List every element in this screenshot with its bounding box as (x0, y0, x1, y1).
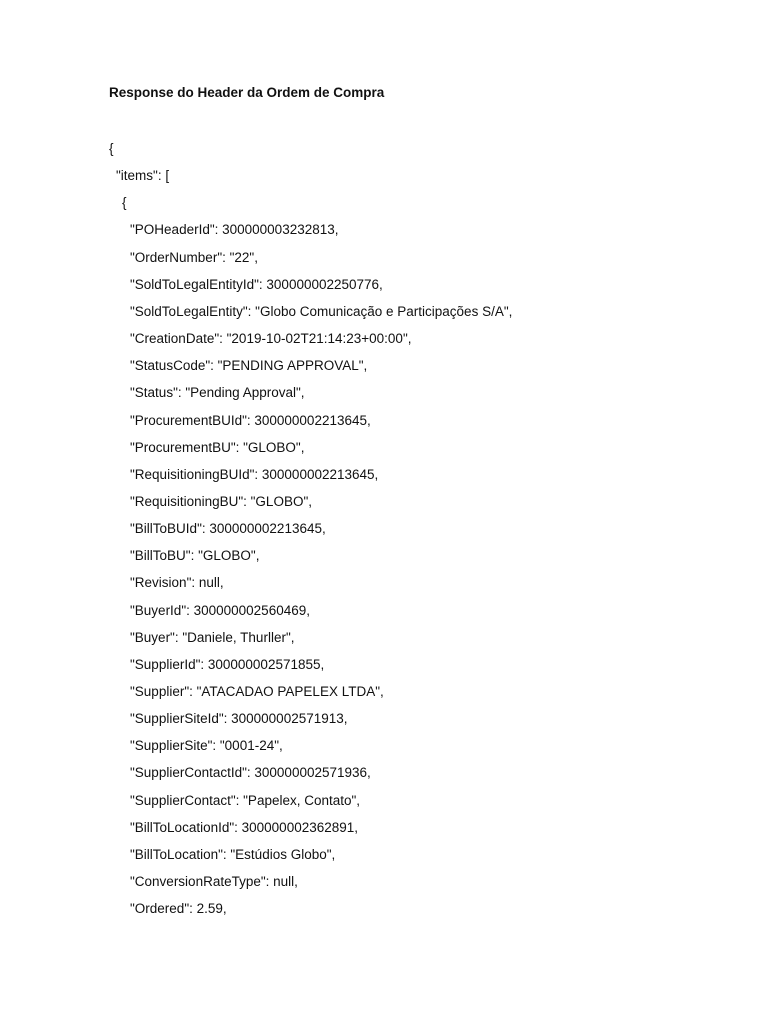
json-line: "BillToLocationId": 300000002362891, (130, 819, 359, 835)
json-line: "SupplierSite": "0001-24", (130, 738, 283, 754)
json-line: "items": [ (116, 168, 170, 184)
json-line: "SupplierContact": "Papelex, Contato", (130, 792, 361, 808)
json-line: "Revision": null, (130, 575, 224, 591)
json-line: "BillToLocation": "Estúdios Globo", (130, 846, 336, 862)
json-line: "SoldToLegalEntity": "Globo Comunicação e Participações S/A", (130, 303, 513, 319)
json-line: { (122, 195, 127, 211)
json-line: "SupplierContactId": 300000002571936, (130, 765, 371, 781)
json-line: "SupplierId": 300000002571855, (130, 656, 325, 672)
json-line: "RequisitioningBUId": 300000002213645, (130, 466, 379, 482)
json-line: { (109, 141, 114, 156)
json-line: "BuyerId": 300000002560469, (130, 602, 310, 618)
json-line: "Status": "Pending Approval", (130, 385, 305, 401)
json-line: "ProcurementBU": "GLOBO", (130, 439, 305, 455)
json-line: "RequisitioningBU": "GLOBO", (130, 493, 312, 509)
json-line: "CreationDate": "2019-10-02T21:14:23+00:00", (130, 331, 412, 346)
json-line: "POHeaderId": 300000003232813, (130, 222, 339, 238)
json-line: "SoldToLegalEntityId": 300000002250776, (130, 276, 383, 292)
json-line: "OrderNumber": "22", (130, 249, 258, 265)
json-line: "ProcurementBUId": 300000002213645, (130, 412, 371, 428)
json-line: "SupplierSiteId": 300000002571913, (130, 711, 348, 727)
json-line: "BillToBUId": 300000002213645, (130, 521, 326, 537)
json-line: "BillToBU": "GLOBO", (130, 548, 260, 564)
document-title: Response do Header da Ordem de Compra (109, 85, 385, 100)
json-line: "Ordered": 2.59, (130, 901, 227, 917)
json-line: "Buyer": "Daniele, Thurller", (130, 629, 295, 645)
json-line: "Supplier": "ATACADAO PAPELEX LTDA", (130, 684, 384, 699)
json-line: "StatusCode": "PENDING APPROVAL", (130, 358, 368, 374)
json-line: "ConversionRateType": null, (130, 874, 298, 889)
